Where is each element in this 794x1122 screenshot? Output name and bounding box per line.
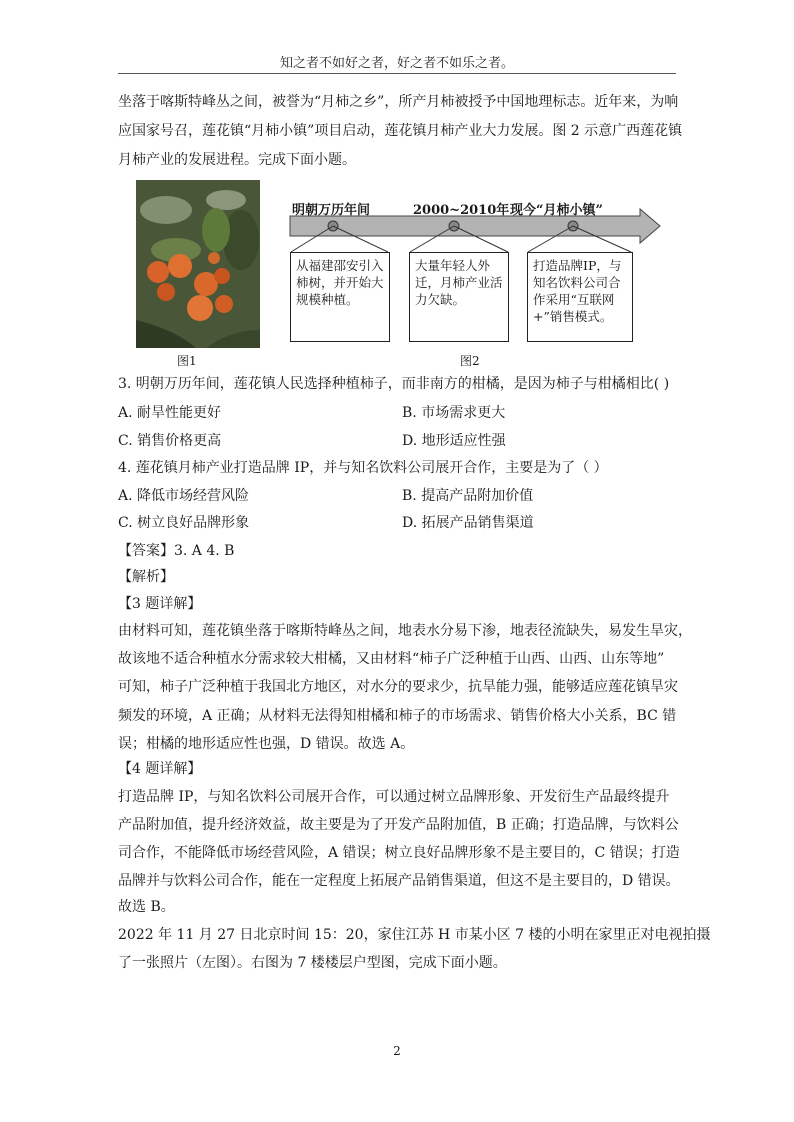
timeline-box: 从福建邵安引入柿树，并开始大规模种植。 [290,252,390,342]
q4-option-b: B. 提高产品附加价值 [402,488,534,504]
analysis-heading: 【解析】 [118,569,174,585]
persimmon-photo [136,180,260,348]
timeline-label: 明朝万历年间 [292,203,371,218]
q3-option-c: C. 销售价格更高 [118,433,222,449]
figure1-caption: 图1 [177,354,197,368]
timeline-label: 现今“月柿小镇” [510,203,603,218]
q3-detail-heading: 【3 题详解】 [118,596,202,612]
q3-option-a: A. 耐旱性能更好 [118,405,222,421]
q4-detail-line: 打造品牌 IP，与知名饮料公司展开合作，可以通过树立品牌形象、开发衍生产品最终提升 [118,789,670,805]
q3-detail-line: 由材料可知，莲花镇坐落于喀斯特峰丛之间，地表水分易下渗，地表径流缺失，易发生旱灾， [118,623,692,639]
intro-line: 坐落于喀斯特峰丛之间，被誉为“月柿之乡”，所产月柿被授予中国地理标志。近年来，为响 [118,94,679,110]
q3-option-b: B. 市场需求更大 [402,405,506,421]
q4-option-d: D. 拓展产品销售渠道 [402,515,534,531]
question-4-stem: 4. 莲花镇月柿产业打造品牌 IP，并与知名饮料公司展开合作，主要是为了（ ） [118,460,608,476]
question-3-stem: 3. 明朝万历年间，莲花镇人民选择种植柿子，而非南方的柑橘，是因为柿子与柑橘相比( ) [118,376,670,392]
q4-detail-line: 产品附加值，提升经济效益，故主要是为了开发产品附加值，B 正确；打造品牌，与饮料公 [118,817,679,833]
q3-option-d: D. 地形适应性强 [402,433,506,449]
timeline-box: 打造品牌IP，与知名饮料公司合作采用“互联网+”销售模式。 [527,252,633,342]
q4-detail-line: 司合作，不能降低市场经营风险，A 错误；树立良好品牌形象不是主要目的，C 错误；打造 [118,845,680,861]
figure2-caption: 图2 [460,354,480,368]
next-question-intro: 2022 年 11 月 27 日北京时间 15：20，家住江苏 H 市某小区 7 楼的小明在家里正对电视拍摄 [118,927,711,943]
q3-detail-line: 故该地不适合种植水分需求较大柑橘，又由材料“柿子广泛种植于山西、山西、山东等地” [118,651,665,667]
next-question-intro: 了一张照片（左图）。右图为 7 楼楼层户型图，完成下面小题。 [118,955,507,971]
intro-line: 应国家号召，莲花镇“月柿小镇”项目启动，莲花镇月柿产业大力发展。图 2 示意广西莲花镇 [118,123,683,139]
intro-line: 月柿产业的发展进程。完成下面小题。 [118,152,356,168]
answer-line: 【答案】3. A 4. B [118,543,235,559]
q4-option-c: C. 树立良好品牌形象 [118,515,250,531]
header-divider [118,73,676,74]
q4-option-a: A. 降低市场经营风险 [118,488,250,504]
q4-detail-line: 品牌并与饮料公司合作，能在一定程度上拓展产品销售渠道，但这不是主要目的，D 错误。 [118,873,680,889]
page-number: 2 [393,1044,401,1058]
q4-detail-heading: 【4 题详解】 [118,761,202,777]
q3-detail-line: 可知，柿子广泛种植于我国北方地区，对水分的要求少，抗旱能力强，能够适应莲花镇旱灾 [118,679,678,695]
page-header: 知之者不如好之者，好之者不如乐之者。 [279,56,514,71]
timeline-label: 2000~2010年 [413,203,510,218]
q3-detail-line: 频发的环境，A 正确；从材料无法得知柑橘和柿子的市场需求、销售价格大小关系，BC 错 [118,708,677,724]
q4-detail-line: 故选 B。 [118,899,175,915]
q3-detail-line: 误；柑橘的地形适应性也强，D 错误。故选 A。 [118,736,415,752]
timeline-box: 大量年轻人外迁，月柿产业活力欠缺。 [409,252,509,342]
